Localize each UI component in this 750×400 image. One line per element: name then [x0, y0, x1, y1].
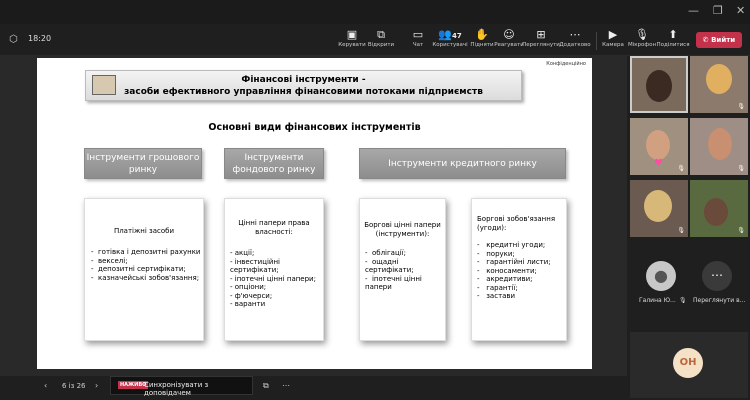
- participant-video-tile[interactable]: [630, 118, 688, 175]
- mic-off-icon: 🎙: [737, 165, 745, 172]
- card-heading: Боргові зобов'язання (угоди):: [477, 215, 556, 232]
- participant-video-tile[interactable]: [690, 56, 748, 113]
- leave-label: Вийти: [711, 36, 736, 44]
- react-icon: ☺: [503, 28, 515, 41]
- card-heading: Боргові цінні папери (інструменти):: [364, 221, 441, 238]
- open-label: Відкрити: [367, 42, 395, 48]
- confidential-label: Конфіденційно: [546, 61, 586, 67]
- list-item: - акредитиви;: [477, 275, 533, 283]
- leave-button[interactable]: [696, 32, 742, 48]
- meeting-timer: 18:20: [28, 34, 52, 43]
- list-item: - акції;: [230, 249, 255, 257]
- people-icon: 👥47: [438, 28, 462, 41]
- mic-off-icon: 🎙: [677, 227, 685, 234]
- participant-video-tile[interactable]: [630, 56, 688, 113]
- card-list: [477, 241, 566, 301]
- manage-label: Керувати: [338, 42, 366, 48]
- list-item: - векселі;: [91, 256, 128, 265]
- meeting-toolbar: [0, 24, 750, 56]
- mic-off-icon: 🎙: [677, 165, 685, 172]
- card-payment-means: [84, 198, 204, 341]
- more-label: Додатково: [559, 42, 591, 48]
- manage-icon: ▣: [346, 28, 358, 41]
- participant-video-tile[interactable]: [630, 180, 688, 237]
- mic-off-icon: 🎙: [737, 227, 745, 234]
- participant-name: Галина Ю...: [639, 297, 676, 304]
- list-item: - облігації;: [365, 249, 406, 257]
- list-item: - іпотечні цінні папери: [365, 274, 422, 291]
- slide-title-line2: засоби ефективного управління фінансовими потоками підприємств: [124, 87, 483, 97]
- prev-slide-icon[interactable]: ‹: [44, 381, 48, 390]
- card-heading: Цінні папери права власності:: [238, 219, 310, 236]
- stock-market-label: Інструменти фондового ринку: [232, 152, 316, 175]
- list-item: - ощадні сертифікати;: [365, 257, 414, 274]
- live-badge: НАЖИВО: [120, 382, 147, 388]
- participant-face: [704, 198, 728, 226]
- participant-face: [706, 64, 732, 94]
- credit-market-box: [359, 148, 566, 179]
- participant-video-tile[interactable]: [690, 180, 748, 237]
- list-item: - інвестиційні сертифікати;: [230, 257, 280, 274]
- list-item: - застави: [477, 292, 516, 300]
- view-icon: ⊞: [536, 28, 546, 41]
- participant-face: [644, 190, 672, 222]
- participant-video-tile[interactable]: [690, 118, 748, 175]
- slide-title-line1: Фінансові інструменти -: [241, 75, 366, 85]
- card-list: [230, 249, 323, 309]
- view-label: Переглянути: [522, 42, 560, 48]
- card-heading: Платіжні засоби: [113, 227, 175, 235]
- page-indicator: 6 із 26: [62, 382, 86, 390]
- slide: [37, 58, 592, 369]
- participants-count: 47: [451, 32, 462, 40]
- presentation-controls: [0, 376, 627, 400]
- more-icon: ⋯: [711, 268, 723, 282]
- window-titlebar: [0, 0, 750, 24]
- heart-reaction-icon: ♥: [654, 158, 663, 169]
- next-slide-icon[interactable]: ›: [95, 381, 99, 390]
- mic-label: Мікрофон: [627, 42, 657, 48]
- list-item: - поруки;: [477, 249, 515, 258]
- slide-title-box: [85, 70, 522, 101]
- camera-label: Камера: [602, 42, 624, 48]
- list-item: - депозитні сертифікати;: [91, 265, 186, 273]
- open-button[interactable]: [364, 27, 398, 48]
- list-item: - коносаменти;: [477, 266, 537, 275]
- minimize-icon[interactable]: —: [688, 4, 699, 17]
- chat-icon: ▭: [412, 28, 424, 41]
- self-avatar: ОН: [673, 348, 703, 378]
- chat-label: Чат: [412, 42, 424, 48]
- camera-off-icon: ▶: [608, 28, 618, 41]
- participant-avatar[interactable]: [646, 261, 676, 291]
- raise-hand-icon: ✋: [475, 28, 489, 41]
- close-icon[interactable]: ✕: [736, 4, 746, 17]
- list-item: - опціони;: [230, 283, 267, 291]
- list-item: - казначейські зобов'язання;: [91, 273, 200, 282]
- mic-off-icon: 🎙: [679, 297, 687, 304]
- react-label: Реагувати: [494, 42, 524, 48]
- share-label: Поділитися: [656, 42, 690, 48]
- people-label: Користувачі: [432, 42, 468, 48]
- list-item: - варанти: [230, 300, 266, 308]
- card-list: [91, 248, 203, 282]
- card-list: [365, 249, 445, 292]
- participant-face: [646, 70, 672, 102]
- list-item: - іпотечні цінні папери;: [230, 274, 316, 283]
- card-equity-securities: [224, 198, 324, 341]
- phone-icon: ✆: [702, 36, 712, 44]
- view-all-button[interactable]: [702, 261, 732, 291]
- raise-hand-label: Підняти: [470, 42, 494, 48]
- list-item: - кредитні угоди;: [477, 241, 546, 249]
- card-debt-obligations: [471, 198, 567, 341]
- open-icon: ⧉: [377, 28, 385, 41]
- participant-face: [708, 128, 732, 160]
- view-all-label: Переглянути в...: [693, 297, 746, 304]
- more-icon: ⋯: [569, 28, 581, 41]
- maximize-icon[interactable]: ❐: [713, 4, 723, 17]
- mic-off-icon: 🎙: [635, 28, 649, 41]
- money-market-box: [84, 148, 202, 179]
- list-item: - гарантії;: [477, 283, 518, 292]
- mic-off-icon: 🎙: [737, 103, 745, 110]
- share-icon: ⬆: [668, 28, 678, 41]
- fullscreen-icon[interactable]: ⧉: [263, 381, 269, 390]
- sync-label: Синхронізувати з доповідачем: [144, 381, 209, 397]
- credit-market-label: Інструменти кредитного ринку: [388, 158, 537, 169]
- more-options-icon[interactable]: ⋯: [282, 381, 290, 390]
- participant-face: [646, 130, 670, 160]
- card-debt-securities: [359, 198, 446, 341]
- money-market-label: Інструменти грошового ринку: [86, 152, 200, 175]
- more-button[interactable]: [558, 27, 592, 48]
- sync-with-presenter-button[interactable]: [110, 376, 253, 395]
- person-icon: ●: [654, 266, 668, 285]
- share-button[interactable]: [656, 27, 690, 48]
- slide-subheading: Основні види фінансових інструментів: [208, 122, 421, 133]
- shield-icon: ⬡: [9, 34, 18, 45]
- list-item: - гарантійні листи;: [477, 258, 551, 266]
- stock-market-box: [224, 148, 324, 179]
- list-item: - ф'ючерси;: [230, 291, 273, 300]
- list-item: - готівка і депозитні рахунки: [91, 248, 201, 256]
